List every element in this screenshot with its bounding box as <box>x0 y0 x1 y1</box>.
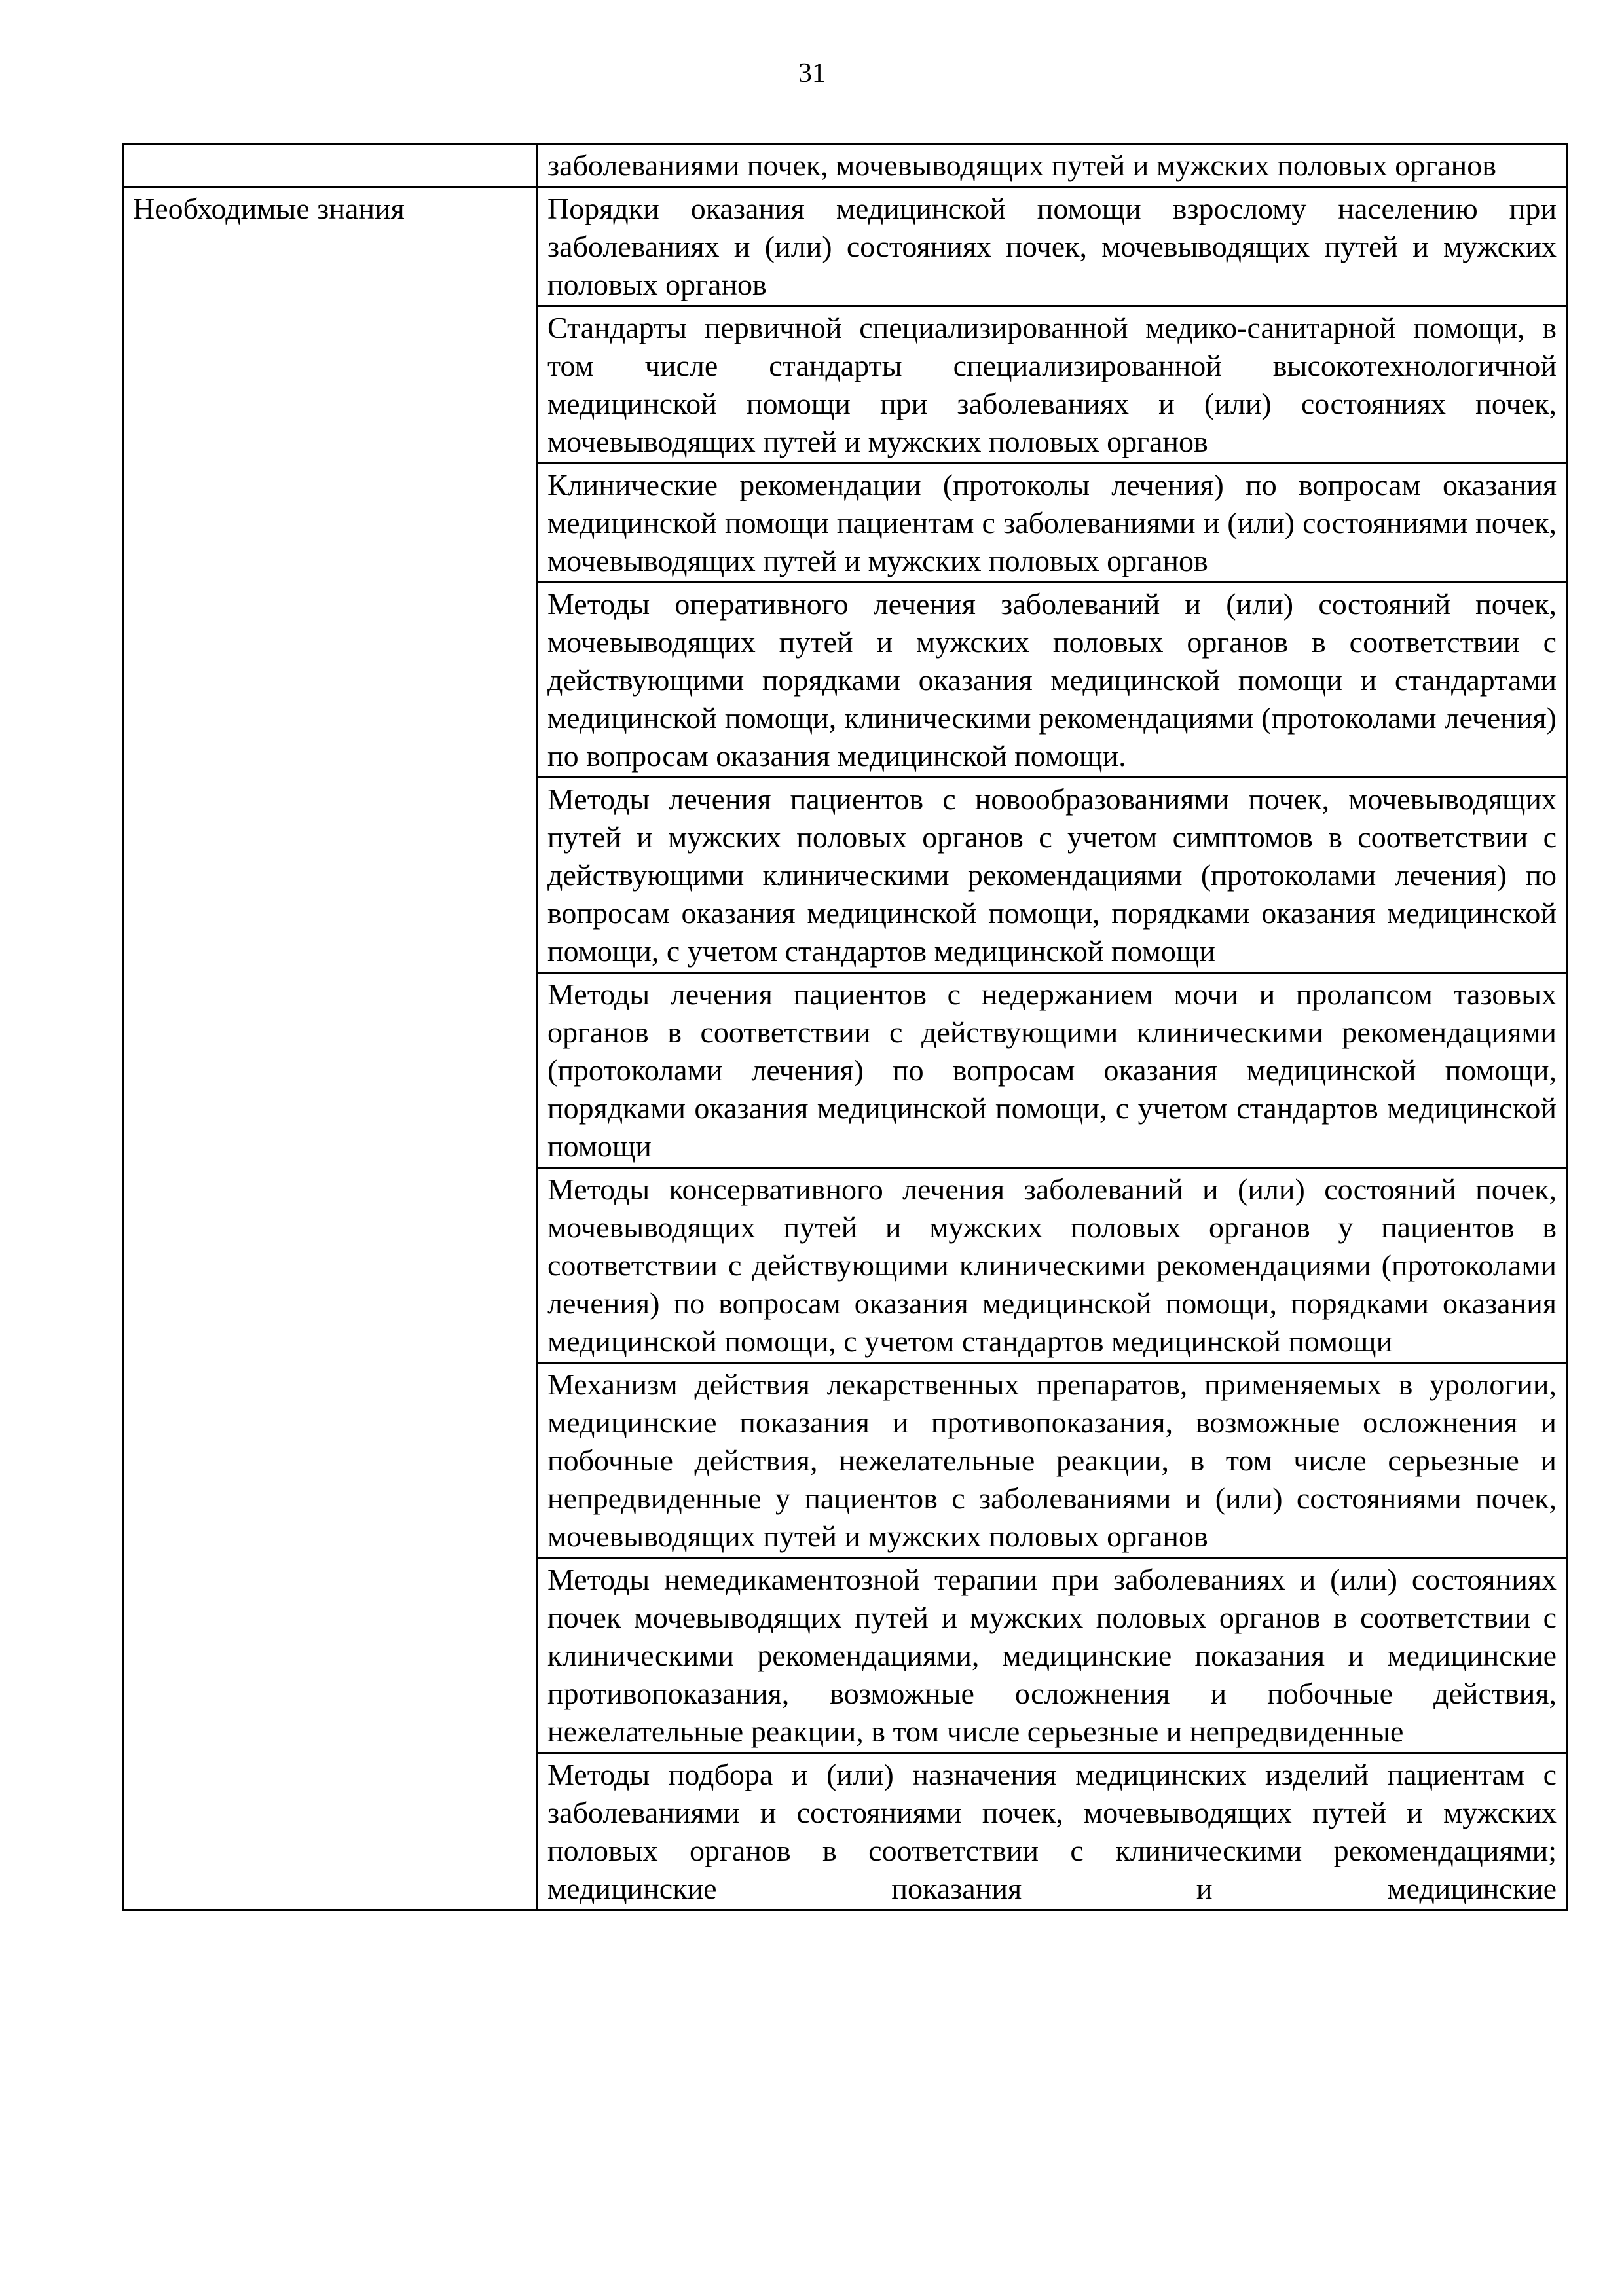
knowledge-table <box>122 143 1568 1911</box>
row-text: Клинические рекомендации (протоколы лечения) по вопросам оказания медицинской помощи пациентам с заболеваниями и (или) состояниями почек, мочевыводящих путей и мужских половых органов <box>538 464 1567 583</box>
row-text: Методы консервативного лечения заболеваний и (или) состояний почек, мочевыводящих путей и мужских половых органов у пациентов в соответствии с действующими клиническими рекомендациями (протоколами лечения) по вопросам оказания медицинской помощи, порядками оказания медицинской помощи, с учетом стандартов медицинской помощи <box>538 1168 1567 1363</box>
row-text: заболеваниями почек, мочевыводящих путей и мужских половых органов <box>538 144 1567 187</box>
row-text: Механизм действия лекарственных препаратов, применяемых в урологии, медицинские показания и противопоказания, возможные осложнения и побочные действия, нежелательные реакции, в том числе серьезные и непредвиденные у пациентов с заболеваниями и (или) состояниями почек, мочевыводящих путей и мужских половых органов <box>538 1363 1567 1558</box>
table-row <box>123 187 1567 306</box>
row-text: Стандарты первичной специализированной медико-санитарной помощи, в том числе стандарты специализированной высокотехнологичной медицинской помощи при заболеваниях и (или) состояниях почек, мочевыводящих путей и мужских половых органов <box>538 306 1567 464</box>
row-text: Методы лечения пациентов с недержанием мочи и пролапсом тазовых органов в соответствии с действующими клиническими рекомендациями (протоколами лечения) по вопросам оказания медицинской помощи, порядками оказания медицинской помощи, с учетом стандартов медицинской помощи <box>538 973 1567 1168</box>
row-text: Методы подбора и (или) назначения медицинских изделий пациентам с заболеваниями и состояниями почек, мочевыводящих путей и мужских половых органов в соответствии с клиническими рекомендациями; медицинские показания и медицинские <box>538 1753 1567 1910</box>
row-text: Методы немедикаментозной терапии при заболеваниях и (или) состояниях почек мочевыводящих путей и мужских половых органов в соответствии с клиническими рекомендациями, медицинские показания и медицинские противопоказания, возможные осложнения и побочные действия, нежелательные реакции, в том числе серьезные и непредвиденные <box>538 1558 1567 1753</box>
row-text: Порядки оказания медицинской помощи взрослому населению при заболеваниях и (или) состояниях почек, мочевыводящих путей и мужских половых органов <box>538 187 1567 306</box>
page-number: 31 <box>798 58 826 88</box>
section-label-required-knowledge: Необходимые знания <box>123 187 538 1910</box>
row-text: Методы лечения пациентов с новообразованиями почек, мочевыводящих путей и мужских половых органов с учетом симптомов в соответствии с действующими клиническими рекомендациями (протоколами лечения) по вопросам оказания медицинской помощи, порядками оказания медицинской помощи, с учетом стандартов медицинской помощи <box>538 778 1567 973</box>
row-text: Методы оперативного лечения заболеваний и (или) состояний почек, мочевыводящих путей и мужских половых органов в соответствии с действующими порядками оказания медицинской помощи и стандартами медицинской помощи, клиническими рекомендациями (протоколами лечения) по вопросам оказания медицинской помощи. <box>538 583 1567 778</box>
table-row <box>123 144 1567 187</box>
row-label <box>123 144 538 187</box>
